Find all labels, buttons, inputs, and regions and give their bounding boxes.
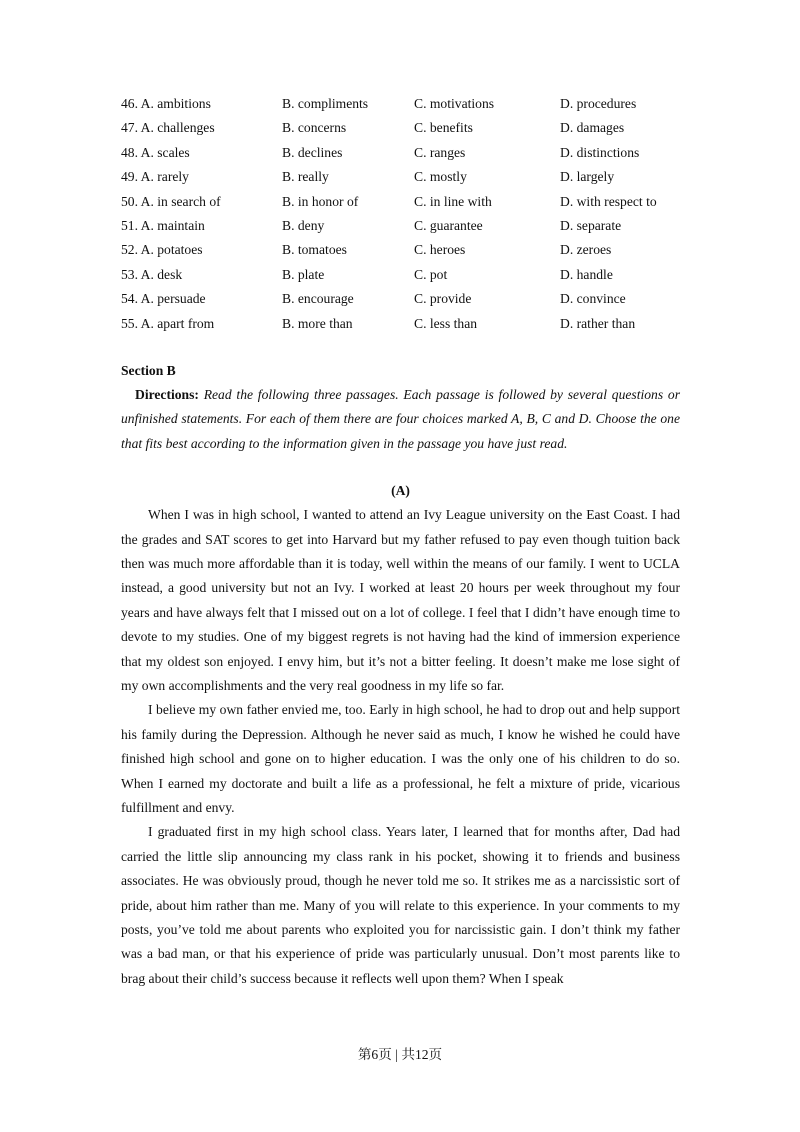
option-a: 52. A. potatoes — [121, 242, 203, 258]
option-row — [121, 141, 680, 165]
option-row — [121, 312, 680, 336]
option-b: B. in honor of — [282, 193, 359, 209]
passage-paragraph: When I was in high school, I wanted to attend an Ivy League university on the East Coast. I had the grades and SAT scores to get into Harvard but my father refused to pay even though tuition back then was much more affordable than it is today, well within the means of our family. I went to UCLA instead, a good university but not an Ivy. I worked at least 20 hours per week throughout my four years and have always felt that I missed out on a lot of college. I feel that I didn’t have enough time to devote to my studies. One of my biggest regrets is not having had the kind of immersion experience that my oldest son enjoyed. I envy him, but it’s not a bitter feeling. It doesn’t make me lose sight of my own accomplishments and the very real goodness in my life so far. — [121, 507, 680, 693]
option-d: D. separate — [560, 217, 622, 233]
option-a: 51. A. maintain — [121, 217, 205, 233]
section-title: Section B — [121, 362, 176, 378]
option-c: C. pot — [414, 266, 448, 282]
option-c: C. motivations — [414, 96, 495, 111]
option-row — [121, 263, 680, 287]
option-d: D. with respect to — [560, 193, 657, 209]
option-row — [121, 190, 680, 214]
option-b: B. declines — [282, 144, 343, 160]
option-c: C. guarantee — [414, 217, 483, 233]
option-c: C. benefits — [414, 120, 473, 136]
option-c: C. less than — [414, 315, 478, 331]
directions — [121, 383, 680, 456]
option-b: B. tomatoes — [282, 242, 347, 258]
option-a: 49. A. rarely — [121, 169, 189, 185]
passage-title: (A) — [391, 483, 410, 499]
option-a: 53. A. desk — [121, 266, 183, 282]
option-b: B. compliments — [282, 96, 369, 111]
passage-paragraph: I graduated first in my high school class. Years later, I learned that for months after, Dad had carried the little slip announcing my class rank in his pocket, showing it to friends and business associates. He was obviously proud, though he never told me so. It strikes me as a narcissistic sort of pride, about him rather than me. Many of you will relate to this experience. In your comments to my posts, you’ve told me about parents who exploited you for narcissistic gain. I don’t think my father was a bad man, or that his experience of pride was particularly unusual. Don’t most parents like to brag about their child’s success because it reflects well upon them? When I speak — [121, 824, 680, 986]
answer-options-list — [121, 92, 680, 336]
option-c: C. provide — [414, 291, 472, 307]
option-row — [121, 214, 680, 238]
option-b: B. plate — [282, 266, 325, 282]
option-d: D. zeroes — [560, 242, 612, 258]
option-row — [121, 116, 680, 140]
option-d: D. procedures — [560, 96, 637, 111]
directions-label: Directions: — [135, 386, 199, 402]
option-c: C. in line with — [414, 193, 492, 209]
option-d: D. handle — [560, 266, 613, 282]
option-a: 48. A. scales — [121, 144, 190, 160]
option-a: 46. A. ambitions — [121, 96, 211, 111]
option-d: D. distinctions — [560, 144, 640, 160]
option-row — [121, 92, 680, 116]
directions-text: Read the following three passages. Each passage is followed by several questions or unfinished statements. For each of them there are four choices marked A, B, C and D. Choose the one that fits best according to the information given in the passage you have just read. — [121, 386, 680, 451]
option-b: B. more than — [282, 315, 353, 331]
option-c: C. mostly — [414, 169, 467, 185]
option-c: C. ranges — [414, 144, 466, 160]
option-d: D. largely — [560, 169, 615, 185]
option-row — [121, 238, 680, 262]
option-c: C. heroes — [414, 242, 466, 258]
option-d: D. damages — [560, 120, 625, 136]
page-footer: 第6页 | 共12页 — [357, 1047, 443, 1062]
option-b: B. deny — [282, 217, 325, 233]
option-b: B. really — [282, 169, 329, 185]
option-row — [121, 287, 680, 311]
option-a: 50. A. in search of — [121, 193, 221, 209]
option-b: B. concerns — [282, 120, 347, 136]
option-a: 54. A. persuade — [121, 291, 206, 307]
option-row — [121, 165, 680, 189]
option-a: 55. A. apart from — [121, 315, 215, 331]
option-b: B. encourage — [282, 291, 354, 307]
option-d: D. convince — [560, 291, 626, 307]
option-a: 47. A. challenges — [121, 120, 215, 136]
passage-paragraph: I believe my own father envied me, too. Early in high school, he had to drop out and help support his family during the Depression. Although he never said as much, I know he wished he could have finished high school and gone on to higher education. I was the only one of his children to do so. When I earned my doctorate and built a life as a professional, he felt a mixture of pride, vicarious fulfillment and envy. — [121, 702, 680, 815]
option-d: D. rather than — [560, 315, 636, 331]
